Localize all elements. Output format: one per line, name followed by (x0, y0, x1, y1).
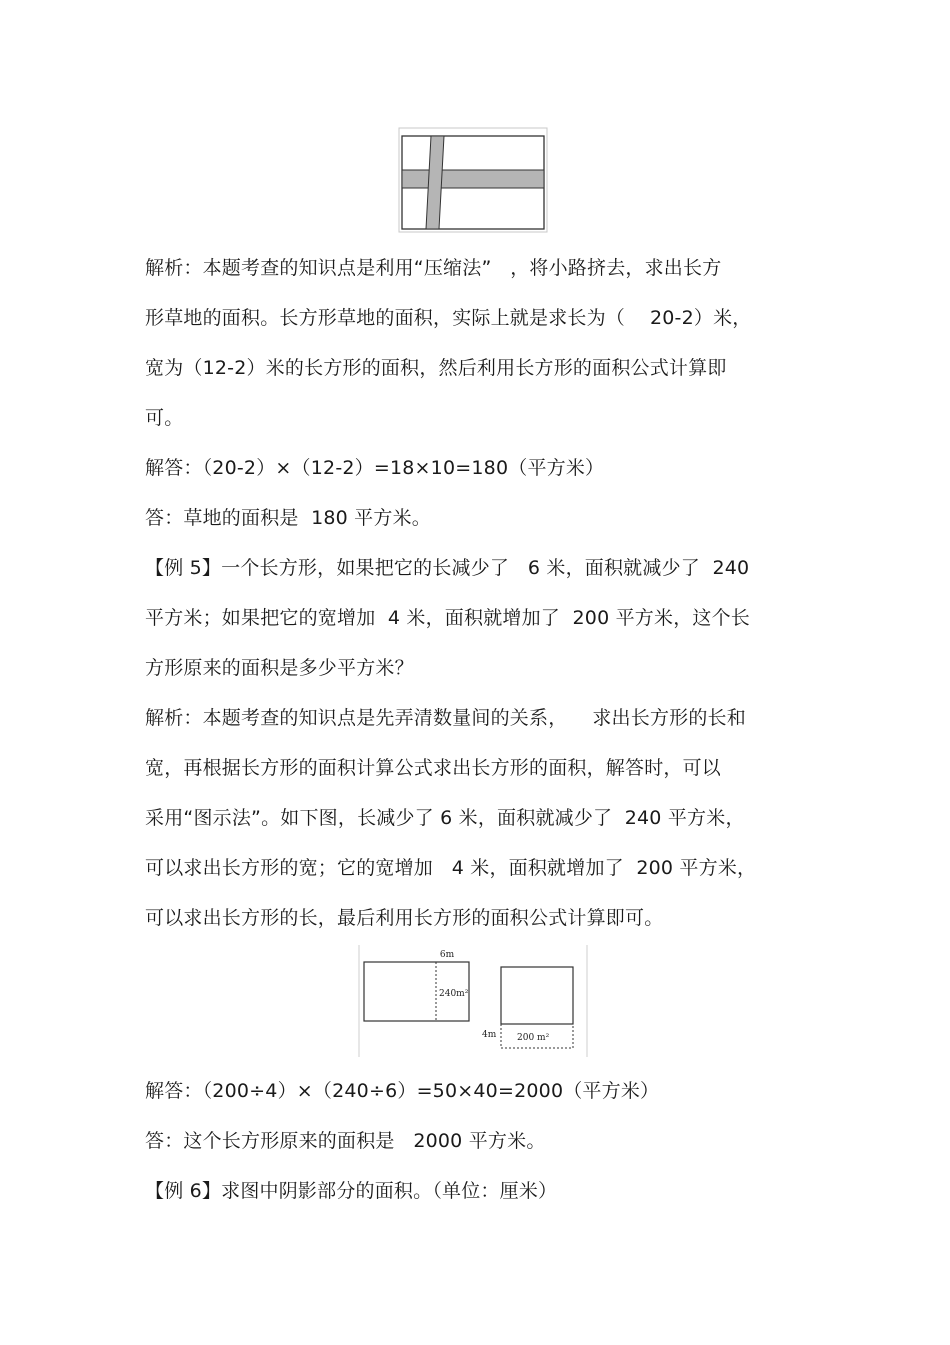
text-line: 形草地的面积。长方形草地的面积，实际上就是求长为（ 20-2）米， (145, 307, 752, 329)
text-line: 【例 5】一个长方形，如果把它的长减少了 6 米，面积就减少了 240 (145, 557, 750, 579)
text-line: 答：这个长方形原来的面积是 2000 平方米。 (145, 1130, 546, 1152)
right-rectangle (501, 967, 573, 1024)
text-line: 答：草地的面积是 180 平方米。 (145, 507, 431, 529)
text-line: 解析：本题考查的知识点是利用“压缩法” ，将小路挤去，求出长方 (145, 257, 722, 279)
text-line: 方形原来的面积是多少平方米？ (145, 657, 414, 679)
figure-lawn-with-paths (398, 127, 548, 233)
label-240: 240m² (439, 989, 469, 999)
text-line: 解答：（200÷4）×（240÷6）=50×40=2000（平方米） (145, 1080, 660, 1102)
text-line: 宽为（12-2）米的长方形的面积，然后利用长方形的面积公式计算即 (145, 357, 727, 379)
text-line: 解答：（20-2）×（12-2）=18×10=180（平方米） (145, 457, 605, 479)
label-4m: 4m (482, 1030, 497, 1040)
text-line: 可以求出长方形的宽；它的宽增加 4 米，面积就增加了 200 平方米， (145, 857, 757, 879)
text-line: 【例 6】求图中阴影部分的面积。（单位：厘米） (145, 1180, 558, 1202)
text-line: 可。 (145, 407, 184, 429)
text-line: 可以求出长方形的长，最后利用长方形的面积公式计算即可。 (145, 907, 664, 929)
label-6m: 6m (439, 950, 455, 960)
text-line: 平方米；如果把它的宽增加 4 米，面积就增加了 200 平方米，这个长 (145, 607, 750, 629)
horizontal-path (402, 170, 544, 188)
label-200: 200 m² (517, 1033, 550, 1043)
text-line: 采用“图示法”。如下图，长减少了 6 米，面积就减少了 240 平方米， (145, 807, 745, 829)
text-line: 宽，再根据长方形的面积计算公式求出长方形的面积，解答时，可以 (145, 757, 722, 779)
text-line: 解析：本题考查的知识点是先弄清数量间的关系， 求出长方形的长和 (145, 707, 746, 729)
figure-area-diagram (358, 945, 590, 1057)
